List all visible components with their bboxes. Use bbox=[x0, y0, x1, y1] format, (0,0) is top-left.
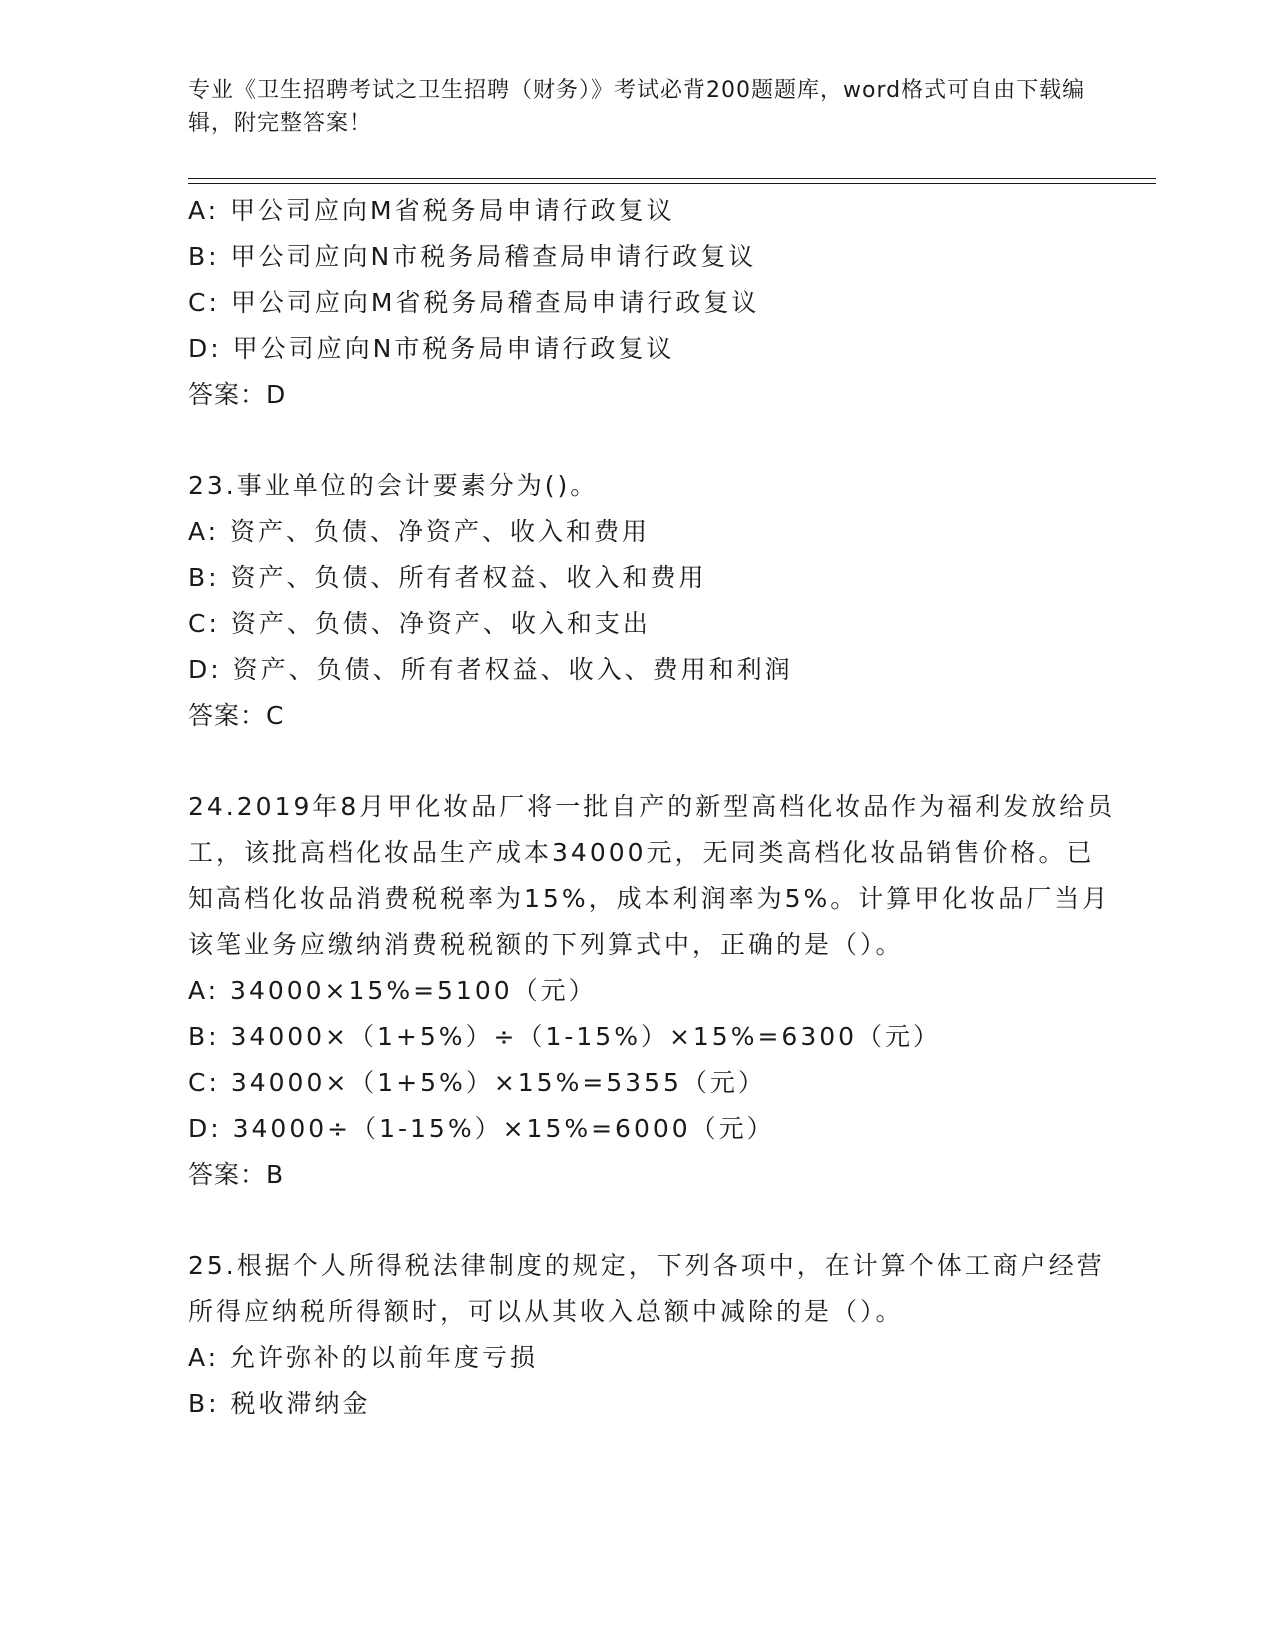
question-24 bbox=[188, 784, 1118, 1198]
option-c: C: 甲公司应向M省税务局稽查局申请行政复议 bbox=[188, 288, 760, 317]
option-d: D: 甲公司应向N市税务局申请行政复议 bbox=[188, 334, 675, 363]
option-b: B: 甲公司应向N市税务局稽查局申请行政复议 bbox=[188, 242, 757, 271]
question-stem: 23.事业单位的会计要素分为()。 bbox=[188, 471, 599, 500]
option-d: D: 34000÷（1-15%）×15%=6000（元） bbox=[188, 1114, 775, 1143]
question-23 bbox=[188, 463, 1118, 739]
option-a: A: 资产、负债、净资产、收入和费用 bbox=[188, 517, 651, 546]
document-header: 专业《卫生招聘考试之卫生招聘（财务）》考试必背200题题库，word格式可自由下载编辑，附完整答案！ bbox=[188, 78, 1086, 136]
question-22 bbox=[188, 188, 1118, 418]
answer: 答案：D bbox=[188, 380, 287, 409]
option-c: C: 34000×（1+5%）×15%=5355（元） bbox=[188, 1068, 766, 1097]
option-a: A: 甲公司应向M省税务局申请行政复议 bbox=[188, 196, 675, 225]
option-d: D: 资产、负债、所有者权益、收入、费用和利润 bbox=[188, 655, 793, 684]
option-b: B: 资产、负债、所有者权益、收入和费用 bbox=[188, 563, 707, 592]
answer: 答案：C bbox=[188, 701, 285, 730]
question-25 bbox=[188, 1243, 1118, 1427]
question-stem: 24.2019年8月甲化妆品厂将一批自产的新型高档化妆品作为福利发放给员工，该批高档化妆品生产成本34000元，无同类高档化妆品销售价格。已知高档化妆品消费税税率为15%，成本利润率为5%。计算甲化妆品厂当月该笔业务应缴纳消费税税额的下列算式中，正确的是（）。 bbox=[188, 792, 1116, 959]
option-a: A: 允许弥补的以前年度亏损 bbox=[188, 1343, 539, 1372]
question-stem: 25.根据个人所得税法律制度的规定，下列各项中，在计算个体工商户经营所得应纳税所得额时，可以从其收入总额中减除的是（）。 bbox=[188, 1251, 1105, 1326]
option-b: B: 税收滞纳金 bbox=[188, 1389, 371, 1418]
question-content bbox=[188, 188, 1118, 1427]
option-b: B: 34000×（1+5%）÷（1-15%）×15%=6300（元） bbox=[188, 1022, 942, 1051]
option-c: C: 资产、负债、净资产、收入和支出 bbox=[188, 609, 651, 638]
answer: 答案：B bbox=[188, 1160, 285, 1189]
option-a: A: 34000×15%=5100（元） bbox=[188, 976, 597, 1005]
header-rule-top bbox=[188, 178, 1156, 179]
header-rule-bottom bbox=[188, 183, 1156, 184]
